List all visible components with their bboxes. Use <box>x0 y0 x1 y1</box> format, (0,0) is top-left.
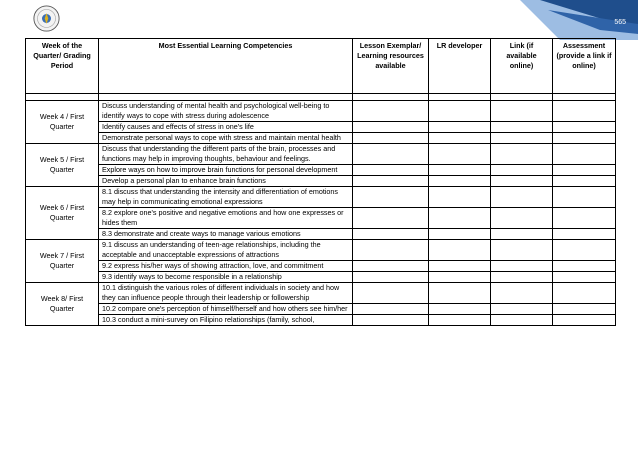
link-cell <box>491 261 553 272</box>
week-cell: Week 4 / First Quarter <box>26 101 99 144</box>
assessment-cell <box>553 122 616 133</box>
table-row <box>26 283 616 304</box>
link-cell <box>491 133 553 144</box>
lr-cell <box>429 240 491 261</box>
table-row <box>26 208 616 229</box>
week-cell: Week 7 / First Quarter <box>26 240 99 283</box>
table-row <box>26 187 616 208</box>
assessment-cell <box>553 240 616 261</box>
lr-cell <box>429 187 491 208</box>
lr-cell <box>429 272 491 283</box>
link-cell <box>491 144 553 165</box>
spacer-row <box>26 94 616 101</box>
assessment-cell <box>553 272 616 283</box>
header-link: Link (if available online) <box>491 39 553 94</box>
header-lr: LR developer <box>429 39 491 94</box>
lesson-cell <box>353 122 429 133</box>
link-cell <box>491 240 553 261</box>
deped-seal-logo <box>33 5 60 32</box>
lesson-cell <box>353 304 429 315</box>
link-cell <box>491 101 553 122</box>
lesson-cell <box>353 208 429 229</box>
competency-cell: 9.1 discuss an understanding of teen-age relationships, including the acceptable and unacceptable expressions of attractions <box>99 240 353 261</box>
lesson-cell <box>353 240 429 261</box>
competency-cell: 10.3 conduct a mini-survey on Filipino relationships (family, school, <box>99 315 353 326</box>
lr-cell <box>429 133 491 144</box>
table-body <box>26 94 616 326</box>
lesson-cell <box>353 261 429 272</box>
assessment-cell <box>553 187 616 208</box>
competency-cell: Demonstrate personal ways to cope with stress and maintain mental health <box>99 133 353 144</box>
table-row <box>26 272 616 283</box>
table-row <box>26 133 616 144</box>
melc-table <box>25 38 616 326</box>
competency-cell: Explore ways on how to improve brain functions for personal development <box>99 165 353 176</box>
link-cell <box>491 315 553 326</box>
week-cell: Week 8/ First Quarter <box>26 283 99 326</box>
lr-cell <box>429 283 491 304</box>
link-cell <box>491 187 553 208</box>
table-row <box>26 304 616 315</box>
lesson-cell <box>353 315 429 326</box>
link-cell <box>491 122 553 133</box>
link-cell <box>491 229 553 240</box>
lr-cell <box>429 122 491 133</box>
header-week: Week of the Quarter/ Grading Period <box>26 39 99 94</box>
lr-cell <box>429 261 491 272</box>
assessment-cell <box>553 101 616 122</box>
competency-cell: Discuss that understanding the different parts of the brain, processes and functions may help in improving thoughts, behaviour and feelings. <box>99 144 353 165</box>
competency-cell: 8.2 explore one's positive and negative emotions and how one expresses or hides them <box>99 208 353 229</box>
lesson-cell <box>353 187 429 208</box>
link-cell <box>491 283 553 304</box>
lr-cell <box>429 315 491 326</box>
assessment-cell <box>553 304 616 315</box>
competency-cell: Identify causes and effects of stress in one's life <box>99 122 353 133</box>
table-row <box>26 165 616 176</box>
assessment-cell <box>553 208 616 229</box>
link-cell <box>491 165 553 176</box>
table-row <box>26 261 616 272</box>
table-row <box>26 144 616 165</box>
header-assessment: Assessment (provide a link if online) <box>553 39 616 94</box>
assessment-cell <box>553 144 616 165</box>
lr-cell <box>429 304 491 315</box>
competency-cell: Discuss understanding of mental health and psychological well-being to identify ways to cope with stress during adolescence <box>99 101 353 122</box>
lesson-cell <box>353 272 429 283</box>
header-banner <box>0 0 638 40</box>
link-cell <box>491 208 553 229</box>
week-cell: Week 5 / First Quarter <box>26 144 99 187</box>
link-cell <box>491 176 553 187</box>
competency-cell: 9.3 identify ways to become responsible in a relationship <box>99 272 353 283</box>
table-row <box>26 101 616 122</box>
competency-cell: 10.1 distinguish the various roles of different individuals in society and how they can influence people through their leadership or followership <box>99 283 353 304</box>
competency-cell: 8.1 discuss that understanding the intensity and differentiation of emotions may help in communicating emotional expressions <box>99 187 353 208</box>
assessment-cell <box>553 315 616 326</box>
lr-cell <box>429 144 491 165</box>
lesson-cell <box>353 165 429 176</box>
lr-cell <box>429 208 491 229</box>
lesson-cell <box>353 101 429 122</box>
assessment-cell <box>553 283 616 304</box>
competency-cell: 9.2 express his/her ways of showing attraction, love, and commitment <box>99 261 353 272</box>
table-row <box>26 240 616 261</box>
header-melc: Most Essential Learning Competencies <box>99 39 353 94</box>
lesson-cell <box>353 229 429 240</box>
table-row <box>26 315 616 326</box>
competency-cell: 8.3 demonstrate and create ways to manage various emotions <box>99 229 353 240</box>
page-number: 565 <box>614 19 626 26</box>
table-header-row <box>26 39 616 94</box>
lesson-cell <box>353 133 429 144</box>
week-cell: Week 6 / First Quarter <box>26 187 99 240</box>
assessment-cell <box>553 176 616 187</box>
lr-cell <box>429 101 491 122</box>
assessment-cell <box>553 165 616 176</box>
lesson-cell <box>353 283 429 304</box>
lr-cell <box>429 176 491 187</box>
assessment-cell <box>553 261 616 272</box>
header-lesson: Lesson Exemplar/ Learning resources available <box>353 39 429 94</box>
assessment-cell <box>553 229 616 240</box>
link-cell <box>491 304 553 315</box>
link-cell <box>491 272 553 283</box>
assessment-cell <box>553 133 616 144</box>
competency-cell: 10.2 compare one's perception of himself/herself and how others see him/her <box>99 304 353 315</box>
table-row <box>26 176 616 187</box>
table-row <box>26 229 616 240</box>
lr-cell <box>429 229 491 240</box>
table-row <box>26 122 616 133</box>
lr-cell <box>429 165 491 176</box>
lesson-cell <box>353 144 429 165</box>
competency-cell: Develop a personal plan to enhance brain functions <box>99 176 353 187</box>
lesson-cell <box>353 176 429 187</box>
